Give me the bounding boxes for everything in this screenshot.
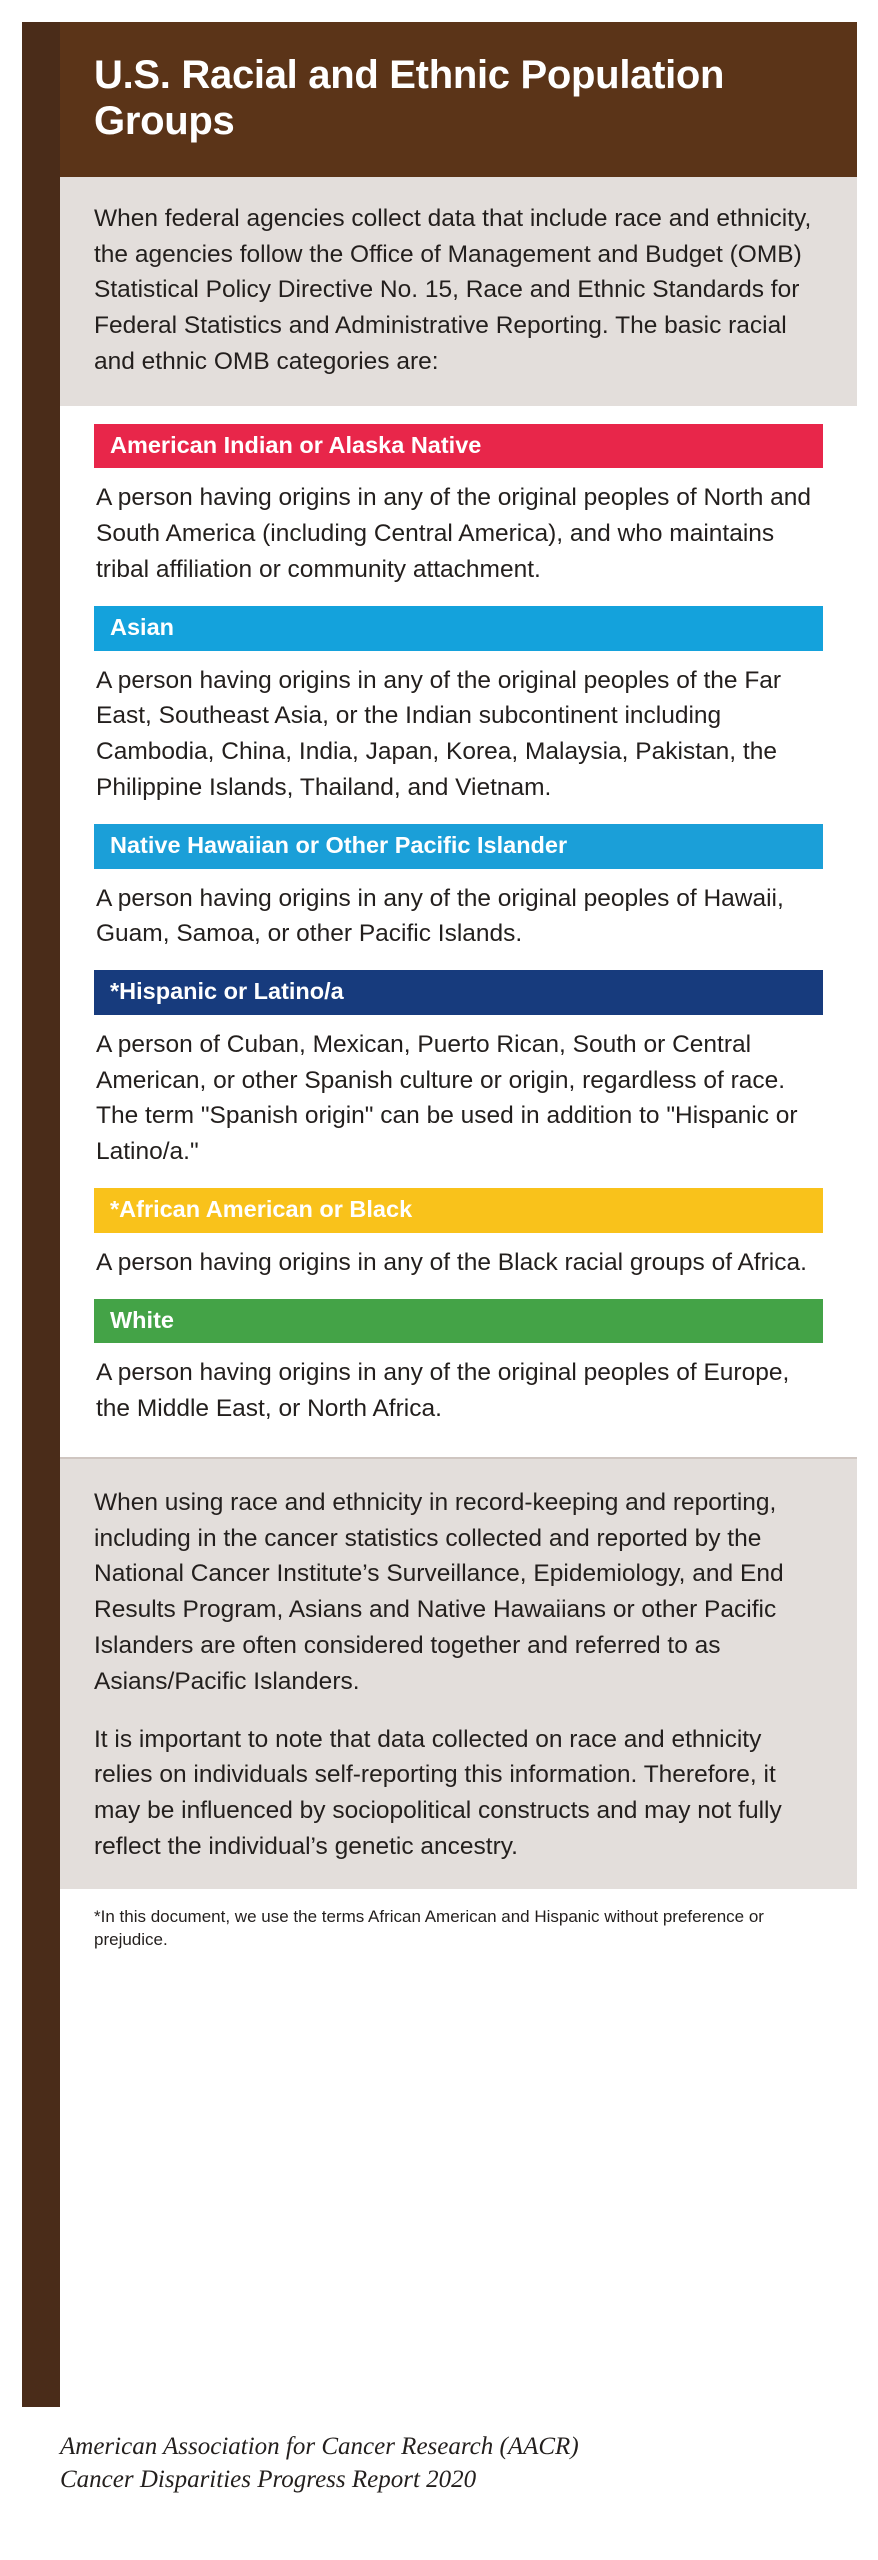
intro-panel [60,177,857,406]
intro-paragraph: When federal agencies collect data that include race and ethnicity, the agencies follow the Office of Management and Budget (OMB) Statistical Policy Directive No. 15, Race and Ethnic Standards for Federal Statistics and Administrative Reporting. The basic racial and ethnic OMB categories are: [94,204,812,375]
category-label-bar: *African American or Black [94,1188,823,1233]
category-label-bar: American Indian or Alaska Native [94,424,823,469]
infographic-card [22,22,857,2407]
category-description: A person having origins in any of the original peoples of North and South America (including Central America), and who maintains tribal affiliation or community attachment. [96,484,812,583]
category-description: A person having origins in any of the original peoples of the Far East, Southeast Asia, or the Indian subcontinent including Cambodia, China, India, Japan, Korea, Malaysia, Pakistan, the Philippine Islands, Thailand, and Vietnam. [96,666,782,801]
closing-paragraph-1: When using race and ethnicity in record-keeping and reporting, including in the cancer statistics collected and reported by the National Cancer Institute’s Surveillance, Epidemiology, and End Results Program, Asians and Native Hawaiians or other Pacific Islanders are often considered together and referred to as Asians/Pacific Islanders. [94,1488,784,1695]
closing-panel [60,1457,857,1889]
footnote-section [60,1889,857,1972]
category-item [94,970,823,1182]
category-description: A person of Cuban, Mexican, Puerto Rican, South or Central American, or other Spanish culture or origin, regardless of race. The term "Spanish origin" can be used in addition to "Hispanic or Latino/a." [96,1030,798,1166]
card-header [60,22,857,177]
category-list [60,406,857,1457]
category-description: A person having origins in any of the original peoples of Hawaii, Guam, Samoa, or other Pacific Islands. [96,884,784,948]
closing-paragraph-2: It is important to note that data collected on race and ethnicity relies on individuals self-reporting this information. Therefore, it may be influenced by sociopolitical constructs and may not fully reflect the individual’s genetic ancestry. [94,1725,782,1860]
footnote-text: *In this document, we use the terms African American and Hispanic without preference or prejudice. [94,1906,764,1950]
category-label-bar: Native Hawaiian or Other Pacific Islander [94,824,823,869]
category-description: A person having origins in any of the original peoples of Europe, the Middle East, or North Africa. [96,1359,790,1423]
category-item [94,424,823,600]
category-label-bar: Asian [94,606,823,651]
category-item [94,606,823,818]
caption-line-1: American Association for Cancer Research (AACR) [60,2433,579,2460]
card-content [60,22,857,2407]
category-item [94,1188,823,1293]
category-label-bar: *Hispanic or Latino/a [94,970,823,1015]
category-description: A person having origins in any of the Black racial groups of Africa. [96,1248,807,1276]
page-title: U.S. Racial and Ethnic Population Groups [94,53,725,144]
source-caption [60,2430,850,2496]
category-label-bar: White [94,1299,823,1344]
category-item [94,1299,823,1439]
category-item [94,824,823,964]
caption-line-2: Cancer Disparities Progress Report 2020 [60,2466,477,2493]
